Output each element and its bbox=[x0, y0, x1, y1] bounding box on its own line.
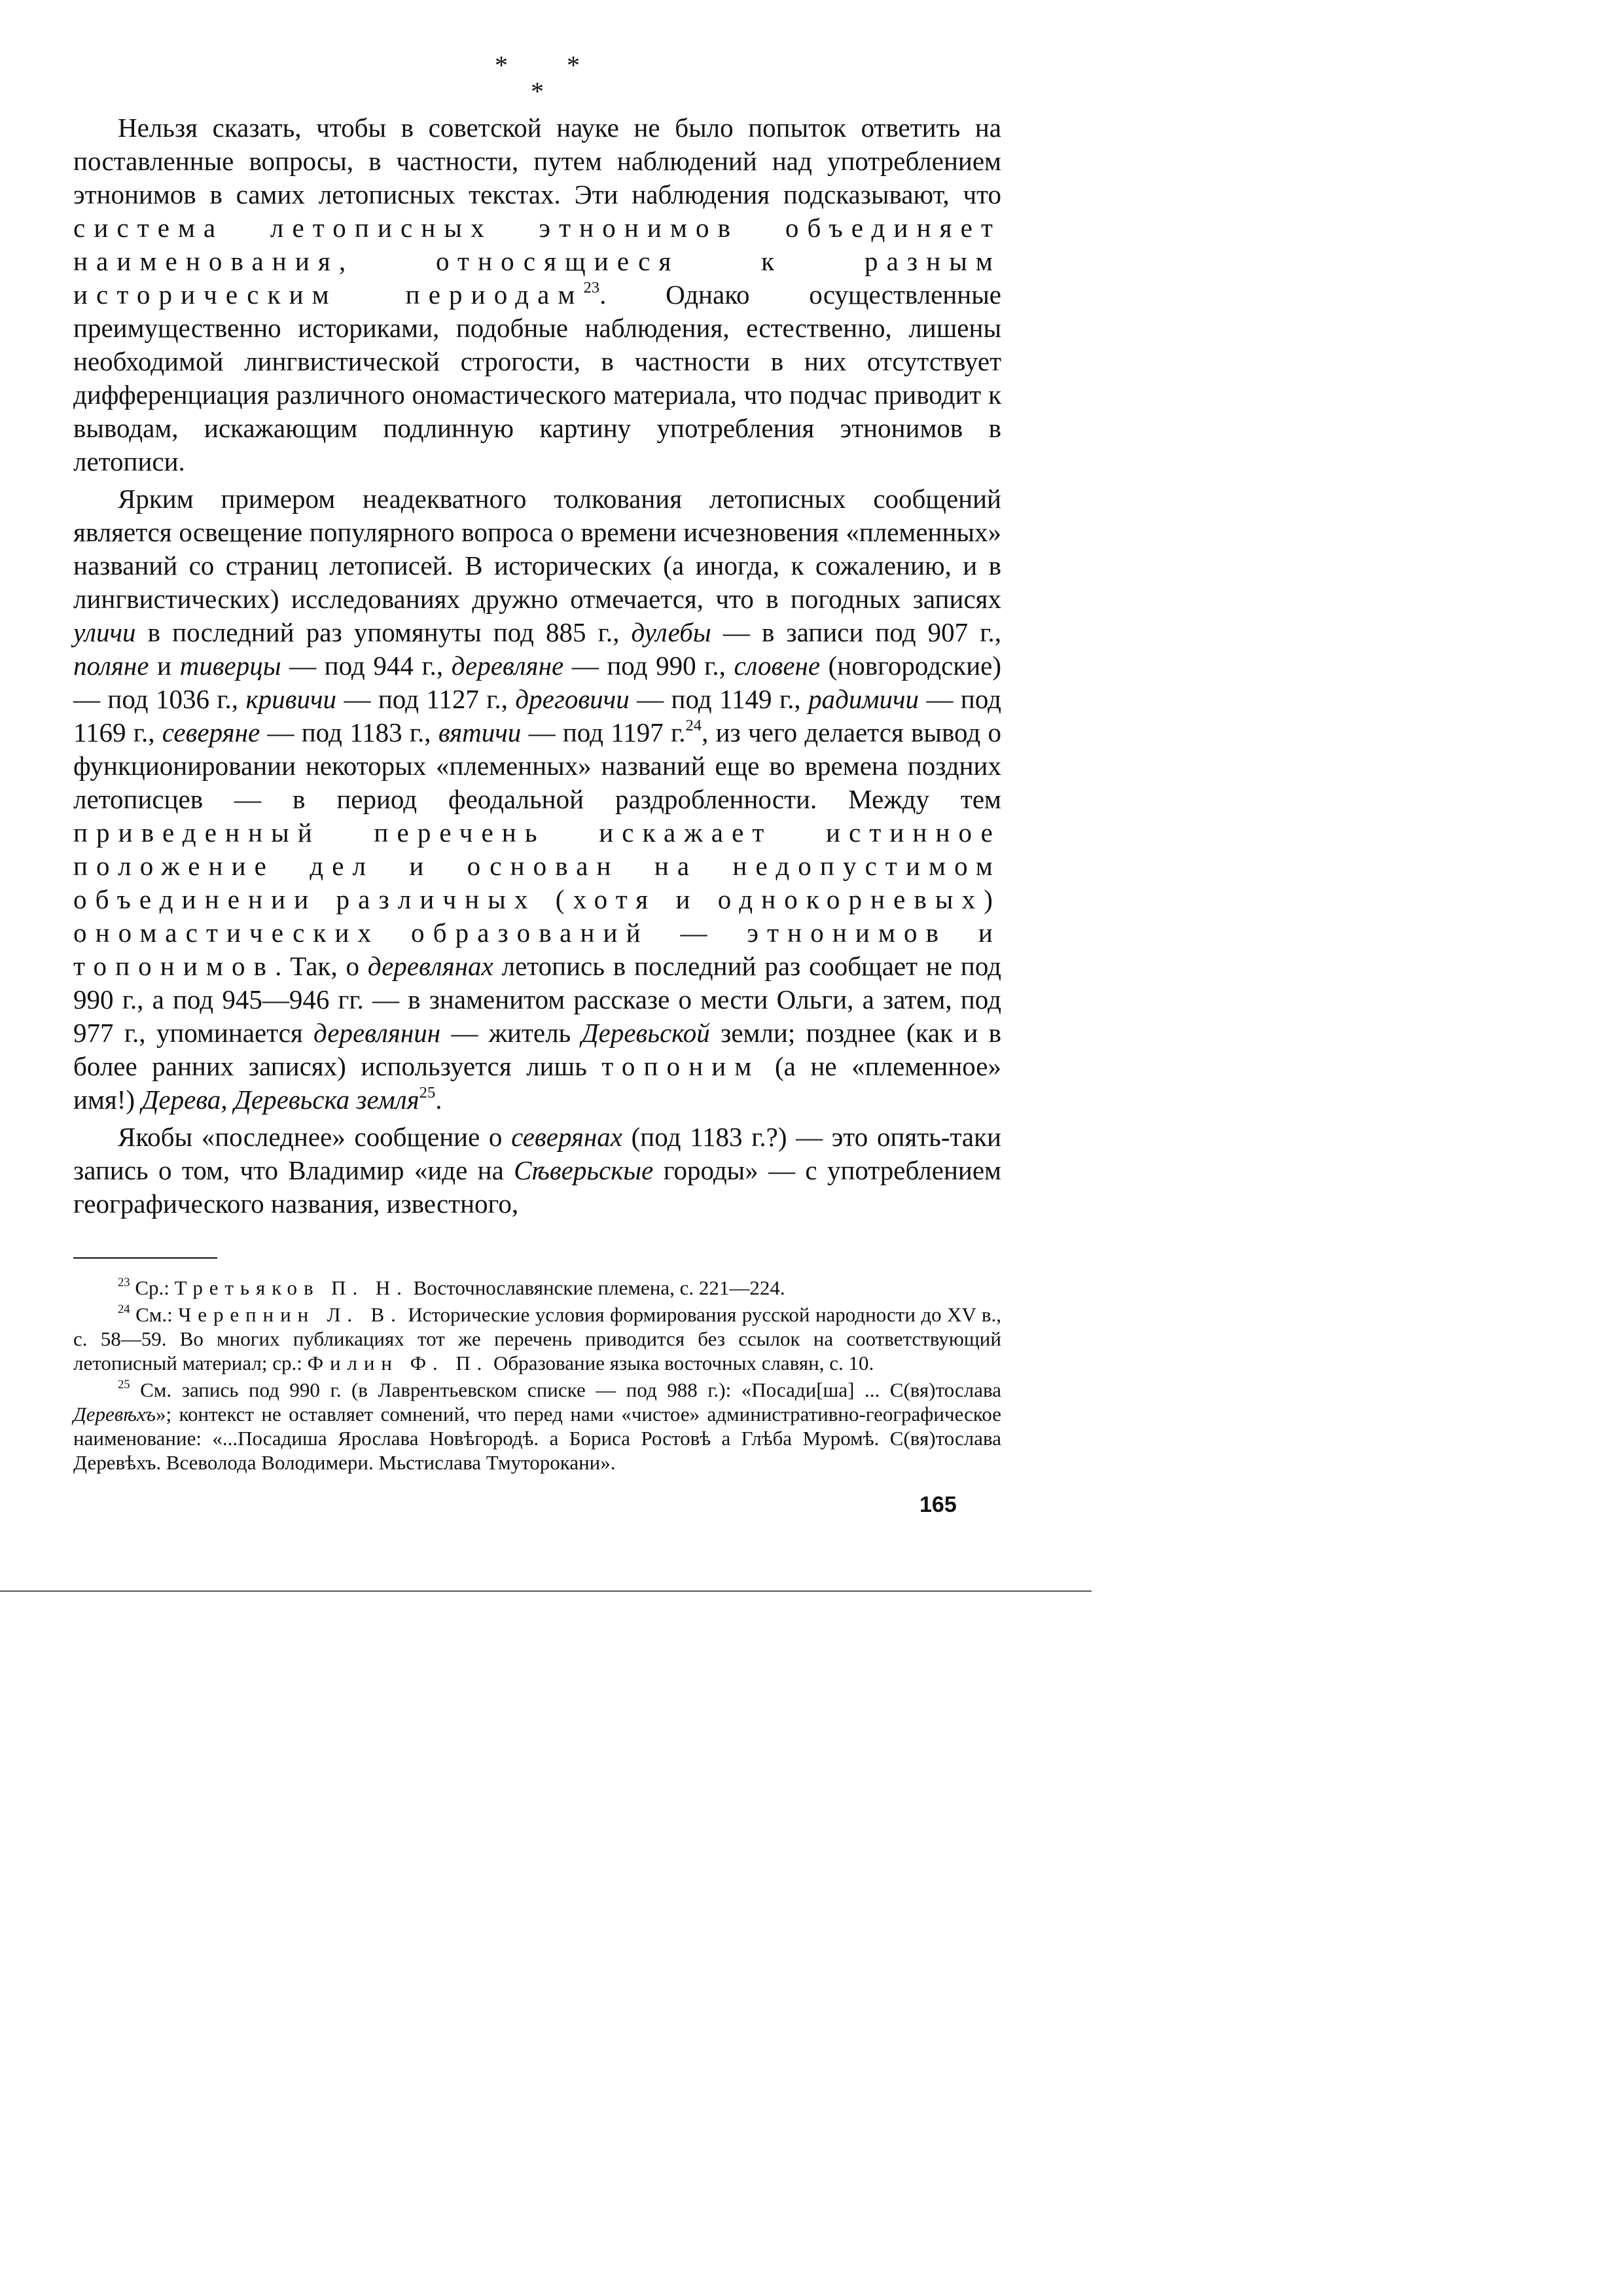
paragraph-3 bbox=[73, 1121, 1001, 1221]
ethnonym: поляне bbox=[73, 651, 149, 681]
spaced-emphasis: топоним bbox=[601, 1051, 760, 1081]
toponym: Сѣверьскые bbox=[514, 1155, 654, 1185]
text-run: — под 1183 г., bbox=[260, 717, 438, 747]
page-number: 165 bbox=[919, 1492, 957, 1517]
text-run: , из чего делается вывод о функционировании некоторых «племенных» названий еще во времена поздних летописцев — в период феодальной раздробленности. Между тем bbox=[73, 717, 1002, 814]
text-run: Образование языка восточных славян, с. 10. bbox=[488, 1352, 874, 1374]
footnote-number: 24 bbox=[118, 1302, 130, 1316]
text-run: — под 944 г., bbox=[281, 651, 452, 681]
footnote-author: Черепнин Л. В. bbox=[178, 1303, 402, 1326]
text-run: — под 1197 г. bbox=[521, 717, 686, 747]
footnote-24 bbox=[73, 1302, 1001, 1375]
footnote-author: Филин Ф. П. bbox=[307, 1352, 489, 1374]
asterism-bottom: * bbox=[531, 77, 544, 106]
ethnonym: деревлянах bbox=[367, 951, 493, 981]
text-run: — под 1169 г., bbox=[73, 684, 1001, 747]
text-run: летопись в последний раз сообщает не под 990 г., а под 945—946 гг. — в знаменитом рассказе о мести Ольги, а затем, под 977 г., упоминается bbox=[73, 951, 1002, 1048]
page-content bbox=[73, 46, 1001, 1477]
text-run: Исторические условия формирования русской народности до XV в., с. 58—59. Во многих публикациях тот же перечень приводится без ссылок на соответствующий летописный материал; ср.: bbox=[73, 1303, 1001, 1374]
ethnonym: радимичи bbox=[808, 684, 919, 714]
footnote-ref-23: 23 bbox=[583, 278, 600, 296]
footnote-number: 25 bbox=[118, 1377, 130, 1391]
text-run: . Однако осуществленные преимущественно историками, подобные наблюдения, естественно, лишены необходимой лингвистической строгости, в частности в них отсутствует дифференциация различного ономастического материала, что подчас приводит к выводам, искажающим подлинную картину употребления этнонимов в летописи. bbox=[73, 279, 1001, 476]
scan-edge-line bbox=[0, 1590, 1092, 1592]
spaced-emphasis: приведенный перечень искажает истинное положение дел и основан на недопустимом объединении различных (хотя и однокорневых) ономастических образований — этнонимов и топонимов bbox=[73, 817, 1001, 981]
text-run: »; контекст не оставляет сомнений, что перед нами «чистое» административно-географическое наименование: «...Посадиша Ярослава Новѣгородѣ. а Бориса Ростовѣ а Глѣба Муромѣ. С(вя)тослава Деревѣхъ. Всеволода Володимери. Мьстислава Тмуторокани». bbox=[73, 1403, 1001, 1474]
section-asterism bbox=[73, 46, 1001, 111]
ethnonym: деревлянин bbox=[313, 1018, 441, 1048]
toponym: Деревѣхъ bbox=[73, 1403, 156, 1426]
toponym: Дерева, Деревьска земля bbox=[141, 1085, 419, 1115]
ethnonym: вятичи bbox=[438, 717, 522, 747]
text-run: . Так, о bbox=[275, 951, 368, 981]
text-run: в последний раз упомянуты под 885 г., bbox=[135, 617, 632, 647]
footnote-author: Третьяков П. Н. bbox=[174, 1276, 408, 1299]
ethnonym: уличи bbox=[73, 617, 136, 647]
footnote-rule bbox=[73, 1257, 217, 1259]
text-run: См. запись под 990 г. (в Лаврентьевском списке — под 988 г.): «Посади[ша] ... С(вя)тослава bbox=[130, 1378, 1001, 1401]
text-run: . bbox=[435, 1085, 442, 1115]
ethnonym: словене bbox=[734, 651, 821, 681]
footnote-number: 23 bbox=[118, 1275, 130, 1289]
text-run: Ср.: bbox=[130, 1276, 175, 1299]
text-run: Нельзя сказать, чтобы в советской науке не было попыток ответить на поставленные вопросы, в частности, путем наблюдений над употреблением этнонимов в самих летописных текстах. Эти наблюдения подсказывают, что bbox=[73, 113, 1001, 209]
paragraph-2 bbox=[73, 482, 1001, 1117]
text-run: Якобы «последнее» сообщение о bbox=[118, 1122, 512, 1152]
text-run: (новгородские) — под 1036 г., bbox=[73, 651, 1001, 714]
text-run: — в записи под 907 г., bbox=[711, 617, 1001, 647]
text-run: Ярким примером неадекватного толкования летописных сообщений является освещение популярного вопроса о времени исчезновения «племенных» названий со страниц летописей. В исторических (а иногда, к сожалению, и в лингвистических) исследованиях дружно отмечается, что в погодных записях bbox=[73, 484, 1001, 614]
text-run: — под 990 г., bbox=[563, 651, 734, 681]
ethnonym: северянах bbox=[511, 1122, 622, 1152]
footnote-23 bbox=[73, 1276, 1001, 1300]
toponym: Деревьской bbox=[581, 1018, 710, 1048]
ethnonym: тиверцы bbox=[179, 651, 281, 681]
ethnonym: деревляне bbox=[451, 651, 564, 681]
text-run: Восточнославянские племена, с. 221—224. bbox=[408, 1276, 785, 1299]
ethnonym: кривичи bbox=[245, 684, 337, 714]
spaced-emphasis: система летописных этнонимов объединяет наименования, относящиеся к разным историческим периодам bbox=[73, 213, 1001, 310]
ethnonym: северяне bbox=[162, 717, 260, 747]
ethnonym: дреговичи bbox=[515, 684, 630, 714]
footnote-25 bbox=[73, 1378, 1001, 1475]
paragraph-1 bbox=[73, 111, 1001, 478]
body-text bbox=[73, 111, 1001, 1221]
text-run: (а не «племенное» имя!) bbox=[73, 1051, 1001, 1115]
asterism-top: * * bbox=[495, 50, 606, 80]
text-run: земли; позднее (как и в более ранних записях) используется лишь bbox=[73, 1018, 1001, 1081]
text-run: См.: bbox=[130, 1303, 179, 1326]
text-run: — житель bbox=[440, 1018, 582, 1048]
text-run: — под 1127 г., bbox=[336, 684, 516, 714]
footnote-ref-24: 24 bbox=[685, 716, 702, 734]
text-run: и bbox=[149, 651, 180, 681]
footnotes bbox=[73, 1276, 1001, 1475]
text-run: городы» — с употреблением географического названия, известного, bbox=[73, 1155, 1001, 1219]
text-run: (под 1183 г.?) — это опять-таки запись о том, что Владимир «иде на bbox=[73, 1122, 1001, 1185]
text-run: — под 1149 г., bbox=[629, 684, 809, 714]
footnote-ref-25: 25 bbox=[419, 1083, 436, 1102]
ethnonym: дулебы bbox=[631, 617, 711, 647]
